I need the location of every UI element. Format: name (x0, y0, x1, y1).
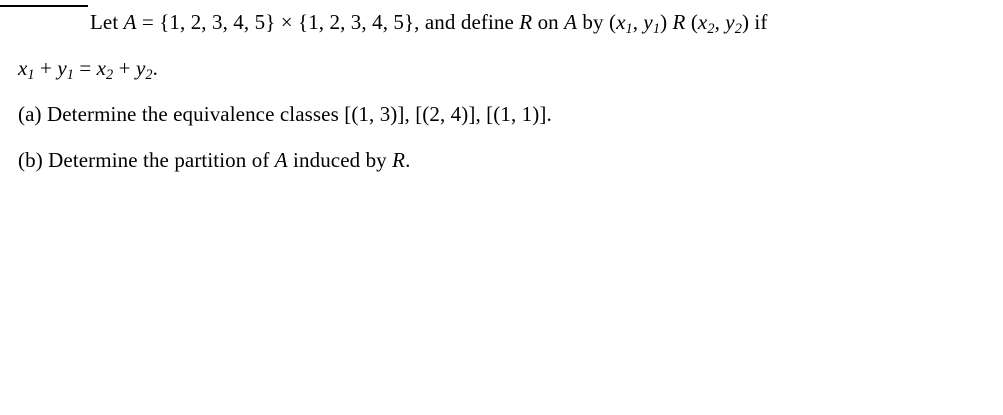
question-item-b-end: . (405, 148, 411, 172)
period-end: . (152, 56, 158, 80)
paren-close-1: ) (660, 10, 673, 34)
comma-1: , (632, 10, 644, 34)
plus-sign-2: + (113, 56, 136, 80)
variable-a: A (123, 10, 137, 34)
question-item-b-text: (b) Determine the partition of (18, 148, 275, 172)
question-item-a (18, 99, 552, 129)
variable-a-2: A (564, 10, 578, 34)
text-set-definition: = {1, 2, 3, 4, 5} × {1, 2, 3, 4, 5}, and define (136, 10, 520, 34)
variable-y2-eq: y (135, 56, 146, 80)
variable-x1: x (616, 10, 626, 34)
subscript-y2-eq: 2 (145, 66, 153, 83)
paren-open-2: ( (685, 10, 698, 34)
variable-x1-eq: x (18, 56, 28, 80)
variable-y2: y (725, 10, 735, 34)
relation-r-2: R (672, 10, 686, 34)
relation-r-3: R (392, 148, 406, 172)
paren-close-2: ) if (741, 10, 768, 34)
variable-x2-eq: x (96, 56, 107, 80)
subscript-x2: 2 (707, 20, 715, 37)
subscript-y2: 2 (734, 20, 742, 37)
comma-2: , (714, 10, 726, 34)
question-item-b-mid: induced by (287, 148, 393, 172)
variable-y1-eq: y (57, 56, 67, 80)
subscript-y1-eq: 1 (66, 66, 74, 83)
subscript-x2-eq: 2 (106, 66, 114, 83)
text-by: by ( (577, 10, 617, 34)
variable-y1: y (643, 10, 653, 34)
question-item-b (18, 145, 410, 175)
plus-sign-1: + (34, 56, 58, 80)
variable-a-3: A (274, 148, 288, 172)
text-on: on (532, 10, 565, 34)
equals-sign: = (73, 56, 97, 80)
subscript-y1: 1 (652, 20, 661, 37)
text-let: Let (90, 10, 124, 34)
relation-r: R (519, 10, 533, 34)
subscript-x1: 1 (625, 20, 633, 37)
subscript-x1-eq: 1 (27, 66, 35, 83)
variable-x2: x (697, 10, 708, 34)
question-item-a-text: (a) Determine the equivalence classes [(1, 3)], [(2, 4)], [(1, 1)]. (18, 102, 552, 126)
problem-statement-line-1 (18, 7, 767, 44)
problem-statement-line-2 (18, 53, 158, 90)
